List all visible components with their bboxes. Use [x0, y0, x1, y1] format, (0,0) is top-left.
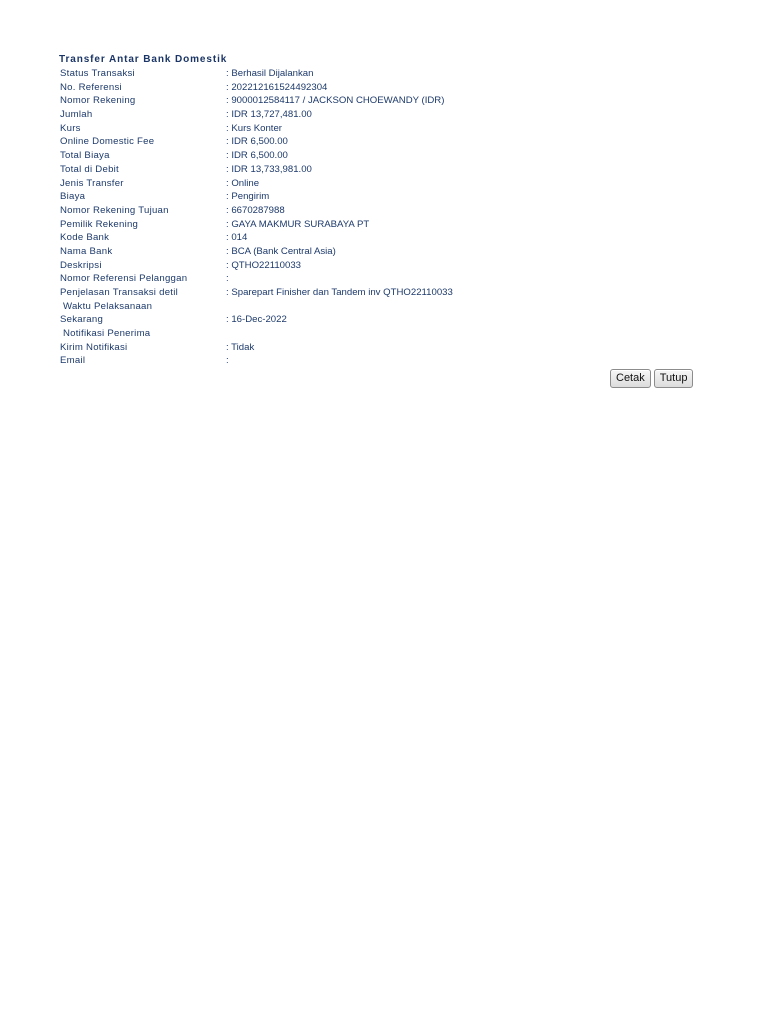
detail-row-fee [60, 135, 700, 149]
detail-value: : 202212161524492304 [226, 81, 328, 93]
detail-row-destination-account [60, 204, 700, 218]
detail-row-execution-time [60, 313, 700, 327]
detail-row-charge [60, 190, 700, 204]
detail-value: : [226, 273, 229, 285]
detail-value: : 014 [226, 232, 248, 244]
detail-value: : IDR 6,500.00 [226, 136, 288, 148]
detail-row-transfer-type [60, 177, 700, 191]
detail-value: : GAYA MAKMUR SURABAYA PT [226, 218, 370, 230]
detail-row-transaction-detail [60, 286, 700, 300]
detail-label: Total di Debit [60, 163, 119, 175]
detail-value: : [226, 355, 229, 367]
transaction-details [60, 67, 700, 368]
detail-value: : 6670287988 [226, 204, 285, 216]
detail-row-account-owner [60, 218, 700, 232]
detail-label: Penjelasan Transaksi detil [60, 287, 178, 298]
detail-row-recipient-notification-heading [60, 327, 700, 341]
detail-value: : 9000012584117 / JACKSON CHOEWANDY (IDR) [226, 95, 445, 107]
print-button[interactable]: Cetak [610, 369, 651, 388]
detail-value: : Online [226, 177, 260, 189]
detail-row-amount [60, 108, 700, 122]
detail-label: Sekarang [60, 314, 104, 326]
detail-label: Online Domestic Fee [60, 136, 155, 148]
detail-row-account [60, 94, 700, 108]
detail-value: : 16-Dec-2022 [226, 314, 287, 326]
detail-label: Kirim Notifikasi [60, 341, 128, 353]
detail-row-status [60, 67, 700, 81]
detail-value: : BCA (Bank Central Asia) [226, 245, 336, 257]
detail-value: : IDR 13,727,481.00 [226, 109, 312, 121]
detail-row-total-debit [60, 163, 700, 177]
detail-section-label: Waktu Pelaksanaan [63, 300, 153, 312]
detail-label: Kurs [60, 122, 81, 134]
detail-label: Nomor Rekening Tujuan [60, 204, 169, 216]
detail-row-rate [60, 122, 700, 136]
detail-label: Deskripsi [60, 259, 102, 271]
detail-row-execution-time-heading [60, 300, 700, 314]
detail-label: Email [60, 355, 86, 367]
close-button[interactable]: Tutup [654, 369, 694, 388]
detail-value: : Pengirim [226, 191, 270, 203]
detail-row-description [60, 259, 700, 273]
detail-row-customer-reference [60, 272, 700, 286]
detail-label: Jenis Transfer [60, 177, 124, 189]
detail-value: : Tidak [226, 341, 255, 353]
detail-value: : IDR 6,500.00 [226, 150, 288, 162]
detail-row-send-notification [60, 341, 700, 355]
detail-label: No. Referensi [60, 81, 122, 93]
detail-row-bank-name [60, 245, 700, 259]
detail-value: : IDR 13,733,981.00 [226, 163, 312, 175]
action-buttons [610, 369, 693, 389]
detail-value: : Kurs Konter [226, 122, 282, 134]
detail-label: Jumlah [60, 109, 93, 121]
detail-label: Status Transaksi [60, 68, 135, 79]
detail-label: Nama Bank [60, 245, 113, 257]
detail-value: : QTHO22110033 [226, 259, 302, 271]
detail-row-bank-code [60, 231, 700, 245]
detail-row-reference [60, 81, 700, 95]
detail-label: Kode Bank [60, 232, 110, 244]
detail-section-label: Notifikasi Penerima [63, 328, 151, 340]
detail-label: Nomor Rekening [60, 95, 136, 107]
detail-label: Biaya [60, 191, 86, 203]
detail-row-total-cost [60, 149, 700, 163]
detail-label: Total Biaya [60, 150, 110, 162]
detail-value: : Berhasil Dijalankan [226, 68, 314, 79]
detail-value: : Sparepart Finisher dan Tandem inv QTHO22110033 [226, 287, 453, 298]
detail-label: Nomor Referensi Pelanggan [60, 273, 188, 285]
detail-row-email [60, 354, 700, 368]
page-title: Transfer Antar Bank Domestik [59, 54, 228, 65]
detail-label: Pemilik Rekening [60, 218, 139, 230]
